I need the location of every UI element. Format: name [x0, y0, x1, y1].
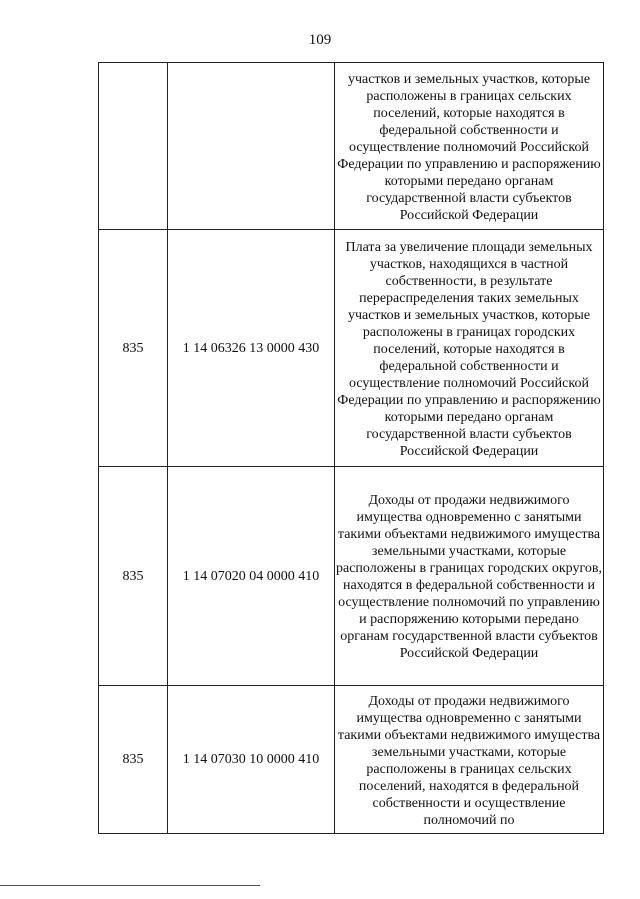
budget-code-cell [168, 63, 335, 230]
table-row [99, 686, 604, 834]
description-cell: участков и земельных участков, которые расположены в границах сельских поселений, которые находятся в федеральной собственности и осуществление полномочий Российской Федерации по управлению и распоряжению которыми передано органам государственной власти субъектов Российской Федерации [335, 63, 604, 230]
budget-code-cell: 1 14 06326 13 0000 430 [168, 230, 335, 467]
admin-code-cell: 835 [99, 467, 168, 686]
page-number: 109 [308, 32, 332, 48]
admin-code-cell: 835 [99, 686, 168, 834]
table-row [99, 467, 604, 686]
table-row [99, 230, 604, 467]
admin-code-cell: 835 [99, 230, 168, 467]
budget-classification-table [98, 62, 604, 834]
footnote-separator [0, 885, 260, 886]
table-row [99, 63, 604, 230]
admin-code-cell [99, 63, 168, 230]
budget-code-cell: 1 14 07030 10 0000 410 [168, 686, 335, 834]
budget-code-cell: 1 14 07020 04 0000 410 [168, 467, 335, 686]
description-cell: Доходы от продажи недвижимого имущества одновременно с занятыми такими объектами недвижимого имущества земельными участками, которые расположены в границах городских округов, находятся в федеральной собственности и осуществление полномочий по управлению и распоряжению которыми передано органам государственной власти субъектов Российской Федерации [335, 467, 604, 686]
description-cell: Плата за увеличение площади земельных участков, находящихся в частной собственности, в результате перераспределения таких земельных участков и земельных участков, которые расположены в границах городских поселений, которые находятся в федеральной собственности и осуществление полномочий Российской Федерации по управлению и распоряжению которыми передано органам государственной власти субъектов Российской Федерации [335, 230, 604, 467]
description-cell: Доходы от продажи недвижимого имущества одновременно с занятыми такими объектами недвижимого имущества земельными участками, которые расположены в границах сельских поселений, находятся в федеральной собственности и осуществление полномочий по [335, 686, 604, 834]
